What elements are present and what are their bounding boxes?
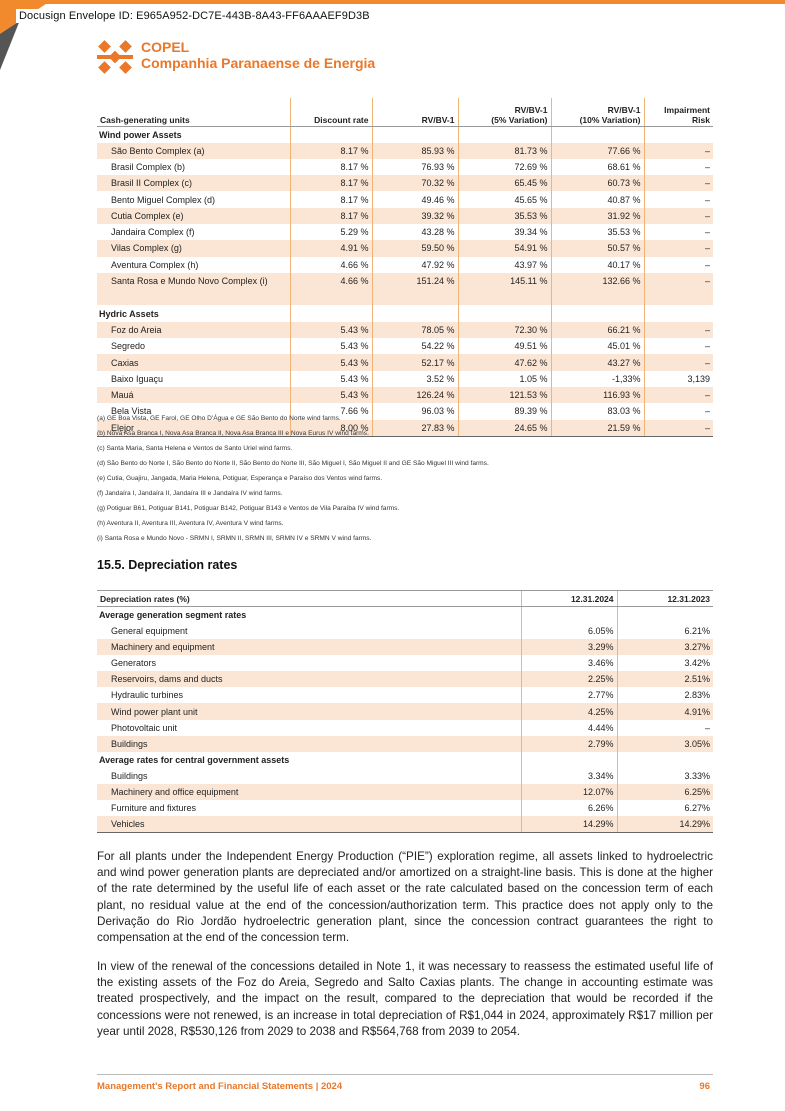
value-cell: –	[644, 338, 713, 354]
asset-name: Reservoirs, dams and ducts	[97, 671, 521, 687]
value-cell: 151.24 %	[372, 273, 458, 289]
unit-name: Mauá	[97, 387, 290, 403]
empty-cell	[458, 126, 551, 143]
value-cell: 21.59 %	[551, 420, 644, 437]
section-heading-depreciation: 15.5. Depreciation rates	[97, 558, 238, 572]
section-label: Average generation segment rates	[99, 610, 247, 620]
value-cell: 5.29 %	[290, 224, 372, 240]
asset-name: Machinery and equipment	[97, 639, 521, 655]
table-row	[97, 784, 713, 800]
value-cell: 116.93 %	[551, 387, 644, 403]
col-header-2024: 12.31.2024	[521, 591, 617, 607]
empty-cell	[372, 126, 458, 143]
asset-name: Machinery and office equipment	[97, 784, 521, 800]
unit-name: Baixo Iguaçu	[111, 373, 164, 384]
col-header-rvbv-5: RV/BV-1 (5% Variation)	[458, 98, 551, 126]
depreciation-table	[97, 590, 713, 833]
unit-name: Segredo	[111, 341, 146, 352]
value-cell: 72.30 %	[458, 322, 551, 338]
table-row	[97, 175, 713, 191]
rate-cell: 6.26%	[521, 800, 617, 816]
empty-cell	[551, 289, 644, 305]
empty-cell	[644, 289, 713, 305]
asset-name: Wind power plant unit	[97, 703, 521, 719]
value-cell: –	[644, 420, 713, 437]
rate-cell: 6.05%	[521, 623, 617, 639]
table-row	[97, 720, 713, 736]
value-cell: 3,139	[644, 371, 713, 387]
value-cell: 50.57 %	[551, 240, 644, 256]
value-cell: 70.32 %	[372, 175, 458, 191]
empty-cell	[617, 607, 713, 624]
paragraph-renewal: In view of the renewal of the concessions detailed in Note 1, it was necessary to reassess the estimated useful life of the existing assets of the Foz do Areia, Segredo and Salto Caxias plants. The change in accounting estimate was treated prospectively, and the impact on the result, compared to the depreciation that would be recorded if the concessions were not renewed, is an increase in total depreciation of R$1,044 in 2024, approximately R$17 million per year until 2028, R$530,126 from 2029 to 2038 and R$564,768 from 2039 to 2054.	[97, 960, 713, 1038]
rate-cell: 3.46%	[521, 655, 617, 671]
value-cell: –	[644, 224, 713, 240]
empty-cell	[617, 752, 713, 768]
value-cell: 5.43 %	[290, 371, 372, 387]
value-cell: 60.73 %	[551, 175, 644, 191]
rate-cell: 4.25%	[521, 703, 617, 719]
value-cell: 8.00 %	[290, 420, 372, 437]
value-cell: –	[644, 354, 713, 370]
value-cell: 5.43 %	[290, 322, 372, 338]
unit-name: Bela Vista	[111, 406, 152, 417]
asset-name: Vehicles	[97, 816, 521, 833]
section-label: Average rates for central government assets	[99, 754, 290, 765]
table-row	[97, 273, 713, 289]
footnote: (c) Santa Maria, Santa Helena e Ventos de Santo Uriel wind farms.	[97, 445, 293, 452]
value-cell: –	[644, 159, 713, 175]
empty-cell	[521, 752, 617, 768]
value-cell: 4.91 %	[290, 240, 372, 256]
value-cell: 47.92 %	[372, 257, 458, 273]
empty-cell	[521, 607, 617, 624]
value-cell: 89.39 %	[458, 403, 551, 419]
asset-name: Buildings	[111, 770, 148, 781]
table-row	[97, 191, 713, 207]
col-header-rvbv-10: RV/BV-1 (10% Variation)	[551, 98, 644, 126]
table-row	[97, 322, 713, 338]
unit-name: Foz do Areia	[97, 322, 290, 338]
value-cell: 49.46 %	[372, 191, 458, 207]
footnote: (f) Jandaíra I, Jandaíra II, Jandaíra III e Jandaíra IV wind farms.	[97, 490, 283, 497]
rate-cell: 14.29%	[617, 816, 713, 833]
footnote: (h) Aventura II, Aventura III, Aventura IV, Aventura V wind farms.	[97, 520, 284, 527]
unit-name: Jandaira Complex (f)	[111, 227, 195, 238]
value-cell: 27.83 %	[372, 420, 458, 437]
unit-name: Brasil II Complex (c)	[97, 175, 290, 191]
col-header-rvbv: RV/BV-1	[372, 98, 458, 126]
asset-name: Furniture and fixtures	[111, 803, 197, 814]
empty-cell	[372, 305, 458, 321]
rate-cell: 2.79%	[521, 736, 617, 752]
value-cell: –	[644, 257, 713, 273]
value-cell: 59.50 %	[372, 240, 458, 256]
col-header-2023: 12.31.2023	[617, 591, 713, 607]
col-header-impairment: Impairment Risk	[644, 98, 713, 126]
value-cell: –	[644, 387, 713, 403]
rate-cell: 3.42%	[617, 655, 713, 671]
footnotes	[97, 411, 713, 546]
value-cell: –	[644, 403, 713, 419]
value-cell: 4.66 %	[290, 257, 372, 273]
footnote: (e) Cutia, Guajiru, Jangada, Maria Helena, Potiguar, Esperança e Paraíso dos Ventos wind farms.	[97, 475, 383, 482]
copel-logo-icon	[97, 39, 133, 75]
footnote: (g) Potiguar B61, Potiguar B141, Potiguar B142, Potiguar B143 e Ventos de Vila Paraíba IV wind farms.	[97, 505, 400, 512]
table-row	[97, 687, 713, 703]
value-cell: 121.53 %	[458, 387, 551, 403]
empty-cell	[551, 305, 644, 321]
table-row	[97, 816, 713, 833]
value-cell: 24.65 %	[458, 420, 551, 437]
value-cell: 54.91 %	[458, 240, 551, 256]
value-cell: 77.66 %	[551, 143, 644, 159]
value-cell: 81.73 %	[458, 143, 551, 159]
unit-name: Bento Miguel Complex (d)	[111, 194, 216, 205]
value-cell: –	[644, 143, 713, 159]
top-accent-bar	[0, 0, 785, 4]
section-label: Hydric Assets	[99, 308, 159, 319]
col-header-cgu: Cash-generating units	[97, 98, 290, 126]
unit-name: Caxias	[97, 354, 290, 370]
empty-cell	[290, 126, 372, 143]
unit-name: Elejor	[97, 420, 290, 437]
empty-cell	[458, 305, 551, 321]
table-row	[97, 338, 713, 354]
value-cell: 54.22 %	[372, 338, 458, 354]
rate-cell: 3.33%	[617, 768, 713, 784]
empty-cell	[290, 305, 372, 321]
table-row	[97, 224, 713, 240]
asset-name: General equipment	[111, 626, 188, 637]
section-row	[97, 126, 713, 143]
empty-cell	[644, 126, 713, 143]
value-cell: 8.17 %	[290, 191, 372, 207]
value-cell: –	[644, 175, 713, 191]
rate-cell: 3.34%	[521, 768, 617, 784]
footnote: (i) Santa Rosa e Mundo Novo - SRMN I, SRMN II, SRMN III, SRMN IV e SRMN V wind farms.	[97, 535, 372, 542]
value-cell: 5.43 %	[290, 354, 372, 370]
rate-cell: 12.07%	[521, 784, 617, 800]
value-cell: 5.43 %	[290, 387, 372, 403]
empty-cell	[372, 289, 458, 305]
table-row	[97, 257, 713, 273]
value-cell: 8.17 %	[290, 159, 372, 175]
value-cell: 3.52 %	[372, 371, 458, 387]
table-row	[97, 639, 713, 655]
value-cell: 45.01 %	[551, 338, 644, 354]
unit-name: Santa Rosa e Mundo Novo Complex (i)	[97, 273, 290, 289]
envelope-id: Docusign Envelope ID: E965A952-DC7E-443B-8A43-FF6AAAEF9D3B	[16, 9, 374, 23]
value-cell: 72.69 %	[458, 159, 551, 175]
table-row	[97, 208, 713, 224]
section-row	[97, 752, 713, 768]
value-cell: 8.17 %	[290, 208, 372, 224]
rate-cell: 3.27%	[617, 639, 713, 655]
value-cell: 126.24 %	[372, 387, 458, 403]
value-cell: 145.11 %	[458, 273, 551, 289]
value-cell: 7.66 %	[290, 403, 372, 419]
value-cell: 5.43 %	[290, 338, 372, 354]
value-cell: 132.66 %	[551, 273, 644, 289]
value-cell: 39.32 %	[372, 208, 458, 224]
rate-cell: 6.25%	[617, 784, 713, 800]
value-cell: 65.45 %	[458, 175, 551, 191]
rate-cell: 2.25%	[521, 671, 617, 687]
col-header-rates: Depreciation rates (%)	[97, 591, 521, 607]
value-cell: 8.17 %	[290, 175, 372, 191]
value-cell: 78.05 %	[372, 322, 458, 338]
table-row	[97, 143, 713, 159]
table-row	[97, 800, 713, 816]
value-cell: 35.53 %	[551, 224, 644, 240]
value-cell: 96.03 %	[372, 403, 458, 419]
table-row	[97, 240, 713, 256]
rate-cell: 3.29%	[521, 639, 617, 655]
unit-name: Brasil Complex (b)	[111, 161, 186, 172]
unit-name: Cutia Complex (e)	[97, 208, 290, 224]
asset-name: Generators	[111, 658, 157, 669]
rate-cell: 6.21%	[617, 623, 713, 639]
brand-line1: COPEL	[141, 39, 190, 55]
value-cell: 52.17 %	[372, 354, 458, 370]
rate-cell: 3.05%	[617, 736, 713, 752]
value-cell: 1.05 %	[458, 371, 551, 387]
value-cell: 43.27 %	[551, 354, 644, 370]
section-label: Wind power Assets	[99, 129, 182, 140]
value-cell: –	[644, 208, 713, 224]
footnote: (d) São Bento do Norte I, São Bento do Norte II, São Bento do Norte III, São Miguel I, São Miguel II and GE São Miguel III wind farms.	[97, 460, 489, 467]
value-cell: 47.62 %	[458, 354, 551, 370]
rate-cell: –	[617, 720, 713, 736]
spacer-row	[97, 289, 713, 305]
empty-cell	[458, 289, 551, 305]
value-cell: –	[644, 273, 713, 289]
asset-name: Buildings	[97, 736, 521, 752]
footnote: (a) GE Boa Vista, GE Farol, GE Olho D'Água e GE São Bento do Norte wind farms.	[97, 415, 341, 422]
footer-title: Management's Report and Financial Statements | 2024	[97, 1081, 343, 1092]
brand-line2: Companhia Paranaense de Energia	[141, 55, 376, 71]
value-cell: 43.28 %	[372, 224, 458, 240]
impairment-table	[97, 98, 713, 437]
asset-name: Hydraulic turbines	[111, 690, 184, 701]
footnote: (b) Nova Asa Branca I, Nova Asa Branca II, Nova Asa Branca III e Nova Eurus IV wind farms.	[97, 430, 369, 437]
value-cell: -1,33%	[551, 371, 644, 387]
rate-cell: 2.51%	[617, 671, 713, 687]
empty-cell	[97, 289, 290, 305]
value-cell: 39.34 %	[458, 224, 551, 240]
value-cell: 85.93 %	[372, 143, 458, 159]
value-cell: 76.93 %	[372, 159, 458, 175]
rate-cell: 4.44%	[521, 720, 617, 736]
value-cell: –	[644, 191, 713, 207]
value-cell: –	[644, 240, 713, 256]
section-row	[97, 305, 713, 321]
empty-cell	[551, 126, 644, 143]
value-cell: 45.65 %	[458, 191, 551, 207]
table-row	[97, 655, 713, 671]
table-row	[97, 671, 713, 687]
asset-name: Photovoltaic unit	[111, 722, 178, 733]
rate-cell: 2.83%	[617, 687, 713, 703]
value-cell: 40.87 %	[551, 191, 644, 207]
empty-cell	[644, 305, 713, 321]
rate-cell: 2.77%	[521, 687, 617, 703]
rate-cell: 6.27%	[617, 800, 713, 816]
table-row	[97, 736, 713, 752]
table-row	[97, 371, 713, 387]
value-cell: 49.51 %	[458, 338, 551, 354]
table-row	[97, 387, 713, 403]
value-cell: –	[644, 322, 713, 338]
footer-divider	[97, 1074, 713, 1075]
value-cell: 4.66 %	[290, 273, 372, 289]
page-number: 96	[699, 1081, 710, 1092]
table-row	[97, 623, 713, 639]
value-cell: 43.97 %	[458, 257, 551, 273]
table-row	[97, 354, 713, 370]
table-row	[97, 703, 713, 719]
empty-cell	[290, 289, 372, 305]
col-header-discount: Discount rate	[290, 98, 372, 126]
unit-name: Aventura Complex (h)	[111, 259, 199, 270]
value-cell: 35.53 %	[458, 208, 551, 224]
unit-name: Vilas Complex (g)	[97, 240, 290, 256]
unit-name: São Bento Complex (a)	[97, 143, 290, 159]
value-cell: 83.03 %	[551, 403, 644, 419]
value-cell: 68.61 %	[551, 159, 644, 175]
value-cell: 40.17 %	[551, 257, 644, 273]
section-row	[97, 607, 713, 624]
value-cell: 8.17 %	[290, 143, 372, 159]
brand-name	[141, 39, 375, 72]
rate-cell: 14.29%	[521, 816, 617, 833]
paragraph-pie-regime: For all plants under the Independent Energy Production (“PIE”) exploration regime, all assets linked to hydroelectric and wind power generation plants are depreciated and/or amortized on a straight-line basis. This is done at the higher of the rate determined by the useful life of each asset or the rate calculated based on the concession term of each plant, no residual value at the end of the concession/authorization term. This practice does not apply only to the Derivação do Rio Jordão hydroelectric generation plant, since the concession contract guarantees the right to compensation at the end of the concession term.	[97, 850, 713, 945]
table-row	[97, 768, 713, 784]
value-cell: 66.21 %	[551, 322, 644, 338]
rate-cell: 4.91%	[617, 703, 713, 719]
table-row	[97, 159, 713, 175]
value-cell: 31.92 %	[551, 208, 644, 224]
